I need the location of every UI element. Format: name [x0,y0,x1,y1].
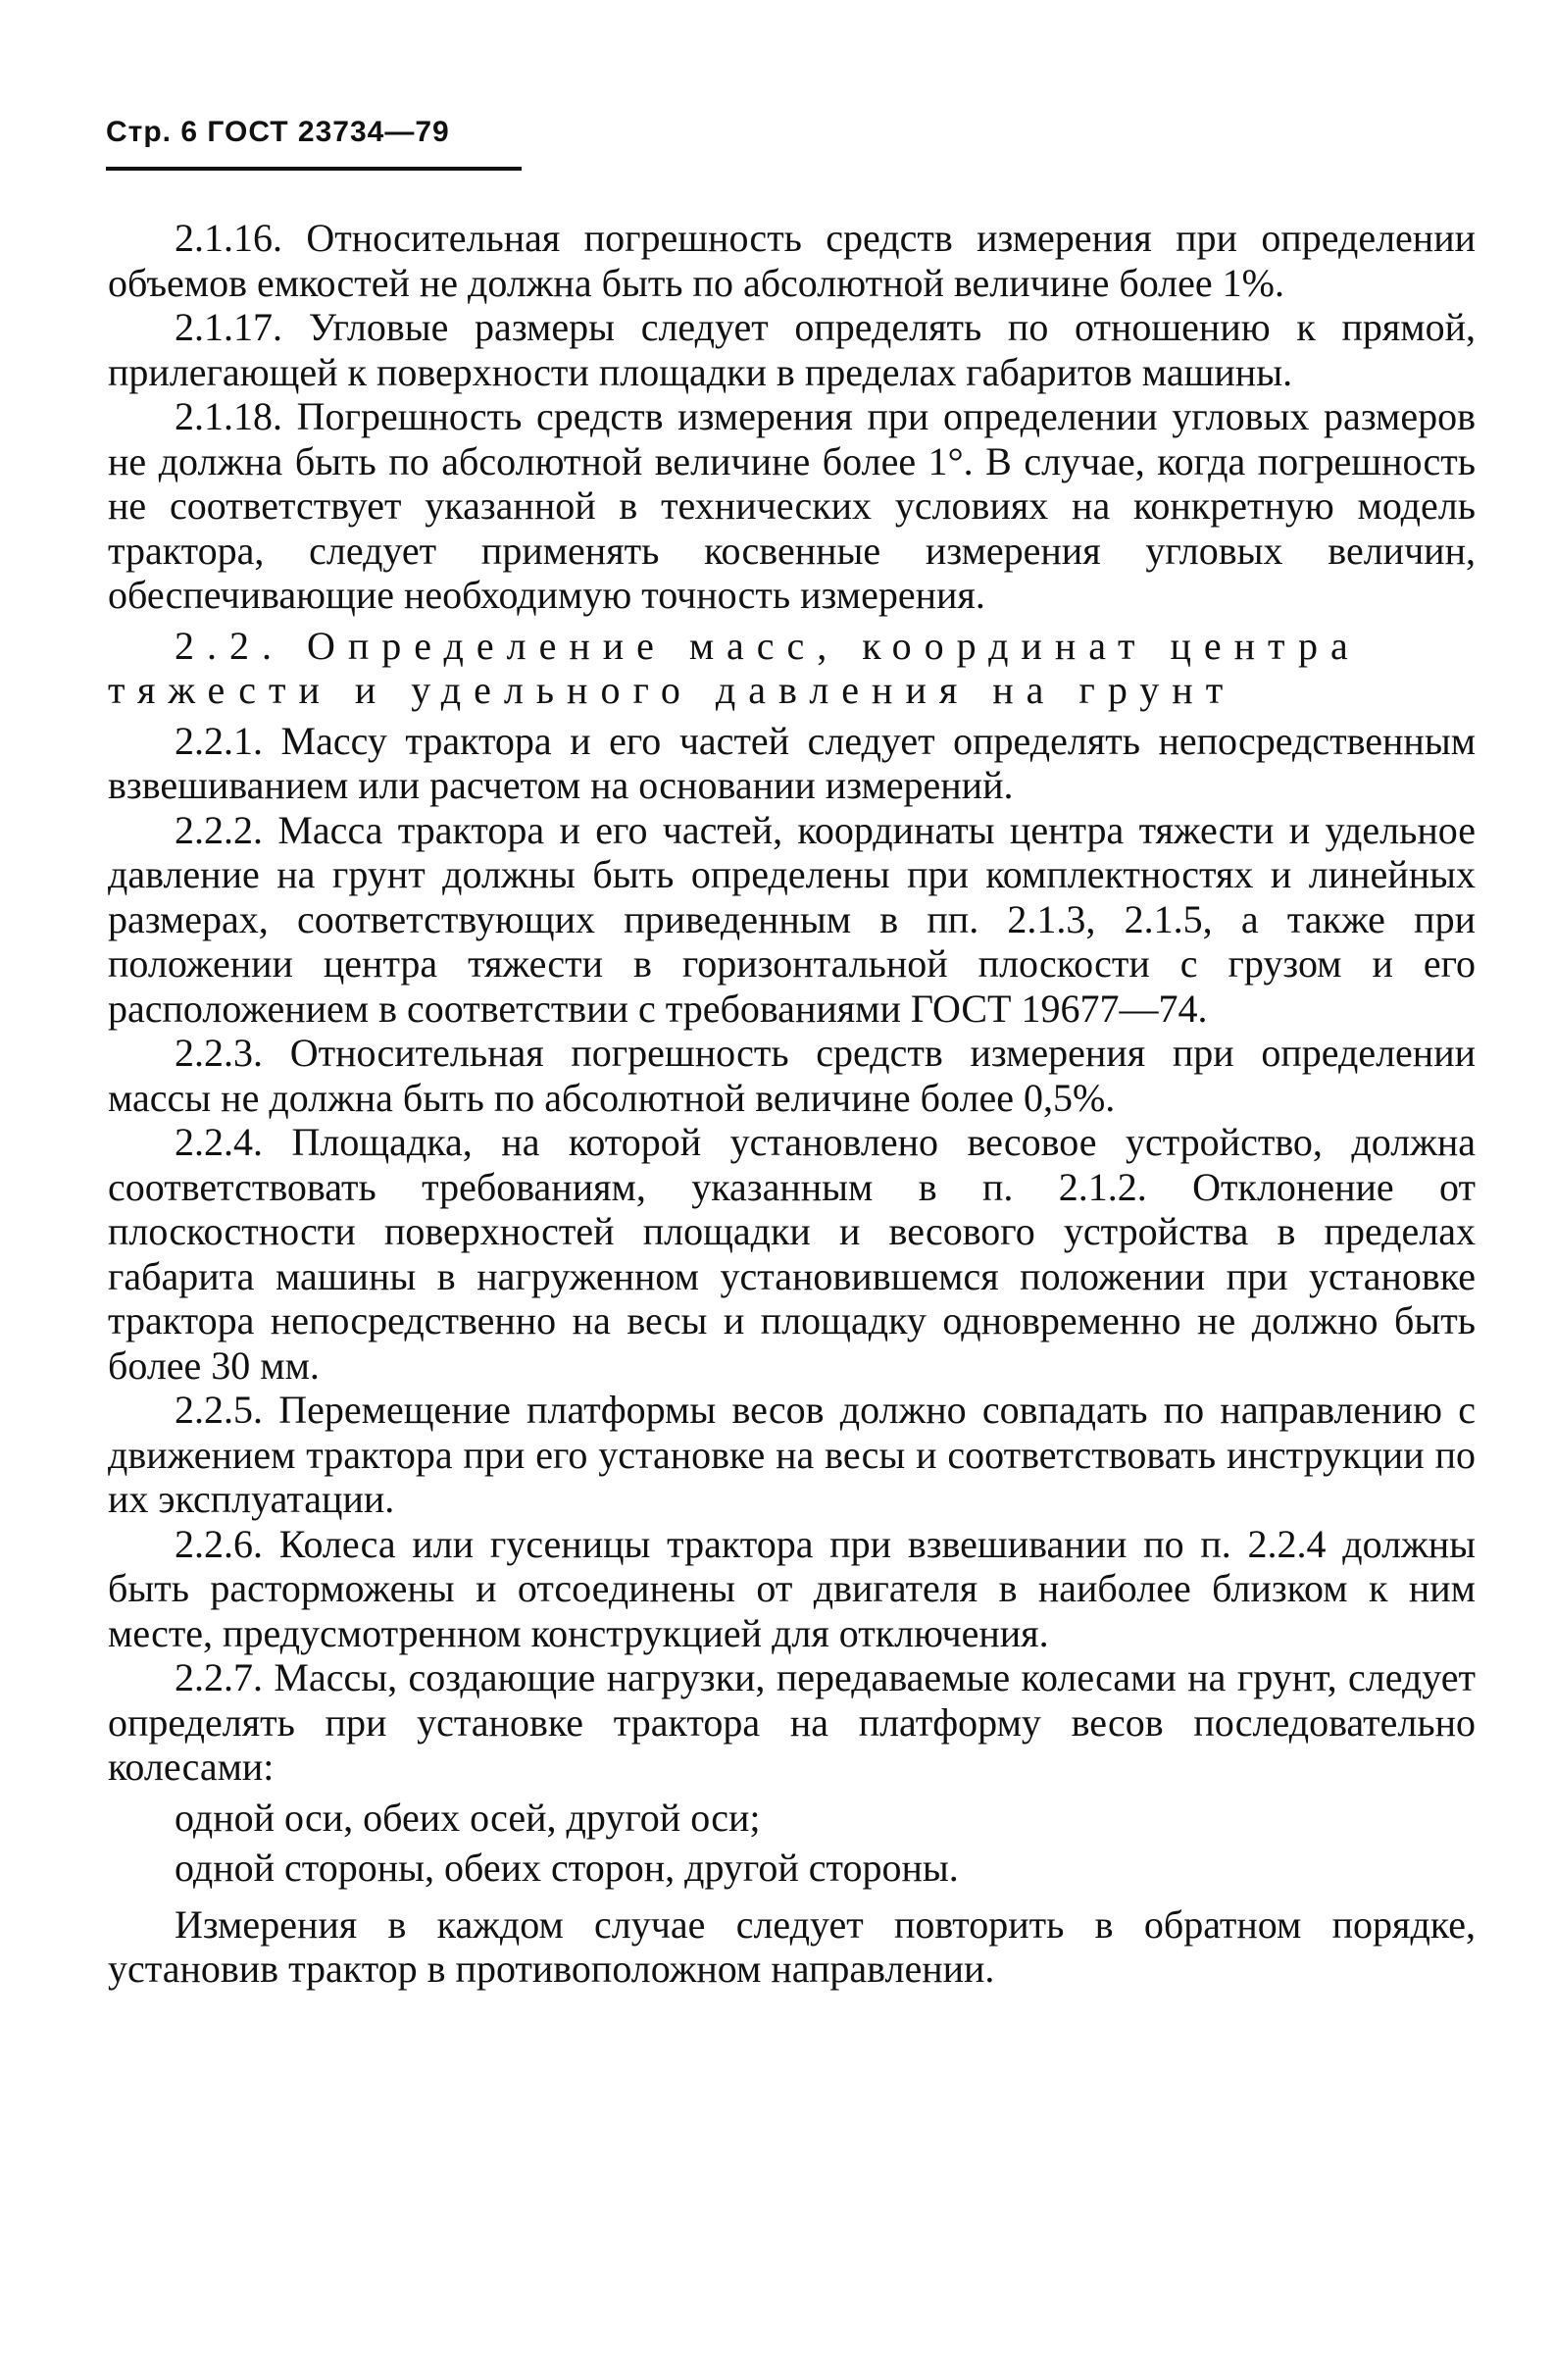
paragraph-2-1-16: 2.1.16. Относительная погрешность средств измерения при определении объемов емкостей не должна быть по абсолютной величине более 1%. [108,216,1476,305]
paragraph-repeat-measurements: Измерения в каждом случае следует повторить в обратном порядке, установив трактор в противоположном направлении. [108,1901,1476,1991]
section-heading-2-2: 2.2. Определение масс, координат центра тяжести и удельного давления на грунт [108,623,1361,712]
paragraph-2-2-2: 2.2.2. Масса трактора и его частей, координаты центра тяжести и удельное давление на грунт должны быть определены при комплектностях и линейных размерах, соответствующих приведенным в пп. 2.1.3, 2.1.5, а также при положении центра тяжести в горизонтальной плоскости с грузом и его расположением в соответствии с требованиями ГОСТ 19677—74. [108,807,1476,1031]
paragraph-2-2-6: 2.2.6. Колеса или гусеницы трактора при взвешивании по п. 2.2.4 должны быть расторможены и отсоединены от двигателя в наиболее близком к ним месте, предусмотренном конструкцией для отключения. [108,1521,1476,1655]
paragraph-2-1-17: 2.1.17. Угловые размеры следует определять по отношению к прямой, прилегающей к поверхности площадки в пределах габаритов машины. [108,305,1476,394]
paragraph-2-2-4: 2.2.4. Площадка, на которой установлено весовое устройство, должна соответствовать требованиям, указанным в п. 2.1.2. Отклонение от плоскостности поверхностей площадки и весового устройства в пределах габарита машины в нагруженном установившемся положении при установке трактора непосредственно на весы и площадку одновременно не должно быть более 30 мм. [108,1120,1476,1388]
header-rule [106,167,522,171]
document-body [108,216,1476,1992]
paragraph-2-2-1: 2.2.1. Массу трактора и его частей следует определять непосредственным взвешиванием или расчетом на основании измерений. [108,718,1476,807]
paragraph-2-1-18: 2.1.18. Погрешность средств измерения при определении угловых размеров не должна быть по абсолютной величине более 1°. В случае, когда погрешность не соответствует указанной в технических условиях на конкретную модель трактора, следует применять косвенные измерения угловых величин, обеспечивающие необходимую точность измерения. [108,394,1476,617]
paragraph-2-2-3: 2.2.3. Относительная погрешность средств измерения при определении массы не должна быть по абсолютной величине более 0,5%. [108,1031,1476,1120]
paragraph-2-2-7: 2.2.7. Массы, создающие нагрузки, передаваемые колесами на грунт, следует определять при установке трактора на платформу весов последовательно колесами: [108,1655,1476,1789]
paragraph-2-2-5: 2.2.5. Перемещение платформы весов должно совпадать по направлению с движением трактора при его установке на весы и соответствовать инструкции по их эксплуатации. [108,1388,1476,1521]
list-line-sides: одной стороны, обеих сторон, другой стороны. [175,1846,959,1890]
page-header: Стр. 6 ГОСТ 23734—79 [106,116,450,148]
list-line-axles: одной оси, обеих осей, другой оси; [175,1795,761,1840]
